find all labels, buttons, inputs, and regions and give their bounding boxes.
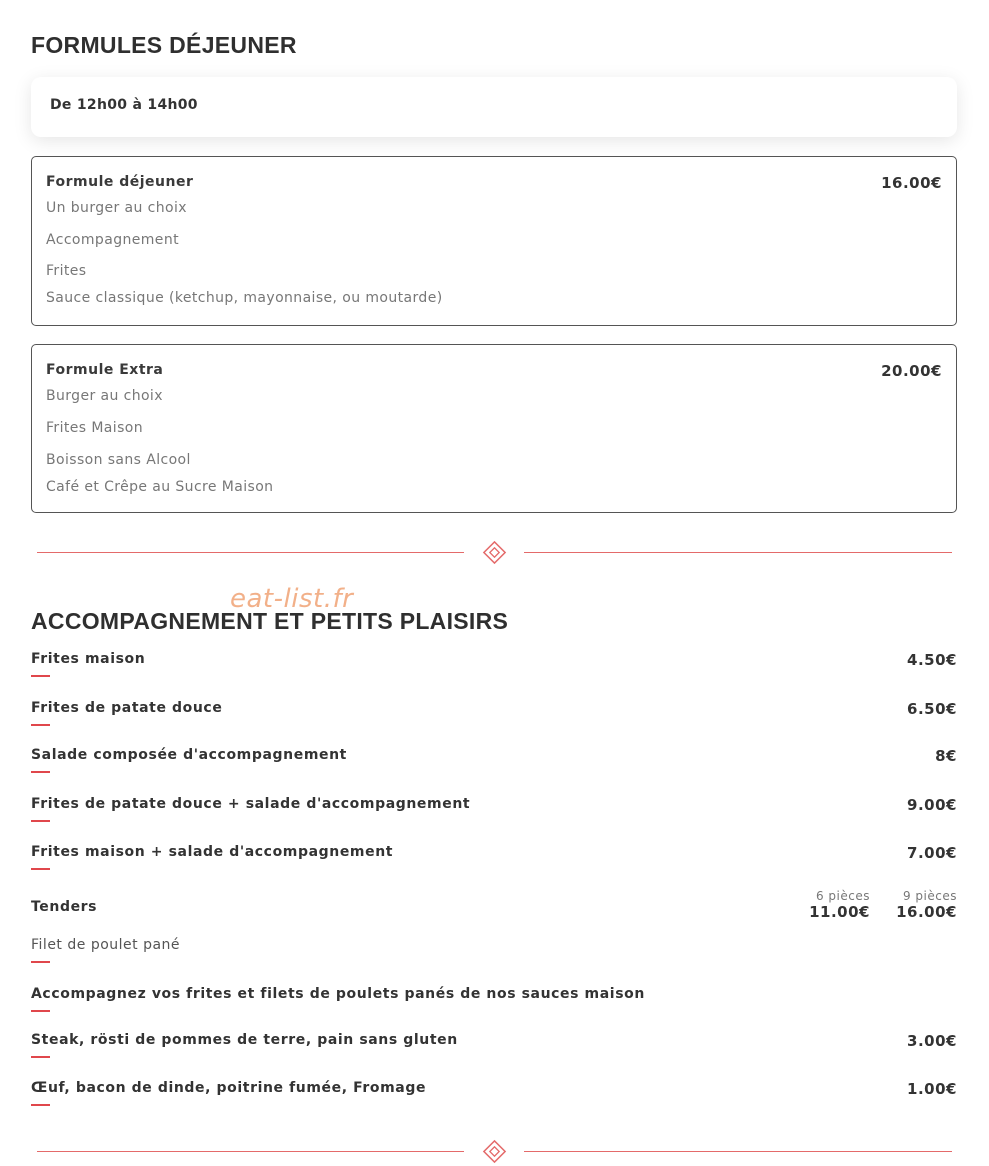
price-option bbox=[878, 889, 957, 921]
sides-section-title: ACCOMPAGNEMENT ET PETITS PLAISIRS bbox=[31, 608, 509, 634]
formula-card-extra bbox=[31, 344, 957, 513]
lunch-hours: De 12h00 à 14h00 bbox=[50, 97, 198, 113]
item-price: 6.50€ bbox=[907, 700, 957, 718]
item-price: 3.00€ bbox=[907, 1032, 957, 1050]
sauces-note: Accompagnez vos frites et filets de poulets panés de nos sauces maison bbox=[31, 986, 645, 1002]
item-price: 7.00€ bbox=[907, 844, 957, 862]
watermark: eat-list.fr bbox=[230, 584, 354, 614]
item-description: Filet de poulet pané bbox=[31, 937, 181, 953]
price-option-label: 6 pièces bbox=[815, 889, 870, 903]
price-option bbox=[791, 889, 870, 921]
item-name: Frites maison bbox=[31, 651, 146, 667]
item-name: Frites de patate douce bbox=[31, 700, 223, 716]
formula-line: Sauce classique (ketchup, mayonnaise, ou moutarde) bbox=[46, 290, 443, 306]
accent-dash bbox=[31, 724, 50, 726]
item-name: Steak, rösti de pommes de terre, pain sans gluten bbox=[31, 1032, 458, 1048]
item-name: Œuf, bacon de dinde, poitrine fumée, Fromage bbox=[31, 1080, 427, 1096]
formula-line: Burger au choix bbox=[46, 388, 163, 404]
formula-name: Formule déjeuner bbox=[46, 174, 194, 190]
formula-line: Frites Maison bbox=[46, 420, 144, 436]
accent-dash bbox=[31, 868, 50, 870]
item-price: 4.50€ bbox=[907, 651, 957, 669]
item-name: Frites maison + salade d'accompagnement bbox=[31, 844, 394, 860]
price-option-label: 9 pièces bbox=[902, 889, 957, 903]
formula-name: Formule Extra bbox=[46, 362, 164, 378]
item-price: 1.00€ bbox=[907, 1080, 957, 1098]
section-divider bbox=[37, 1139, 952, 1165]
accent-dash bbox=[31, 1104, 50, 1106]
accent-dash bbox=[31, 771, 50, 773]
accent-dash bbox=[31, 1056, 50, 1058]
item-name: Salade composée d'accompagnement bbox=[31, 747, 347, 763]
formula-price: 20.00€ bbox=[881, 362, 942, 380]
diamond-ornament-icon bbox=[481, 1139, 508, 1165]
diamond-ornament-icon bbox=[481, 540, 508, 566]
lunch-section-title: FORMULES DÉJEUNER bbox=[31, 32, 297, 58]
price-option-value: 16.00€ bbox=[896, 903, 957, 921]
item-name: Frites de patate douce + salade d'accompagnement bbox=[31, 796, 471, 812]
formula-line: Frites bbox=[46, 263, 87, 279]
section-divider bbox=[37, 540, 952, 566]
item-price: 9.00€ bbox=[907, 796, 957, 814]
accent-dash bbox=[31, 820, 50, 822]
item-price: 8€ bbox=[935, 747, 957, 765]
formula-price: 16.00€ bbox=[881, 174, 942, 192]
formula-line: Un burger au choix bbox=[46, 200, 187, 216]
lunch-hours-card bbox=[31, 77, 957, 137]
accent-dash bbox=[31, 675, 50, 677]
formula-card-lunch bbox=[31, 156, 957, 326]
formula-line: Boisson sans Alcool bbox=[46, 452, 191, 468]
accent-dash bbox=[31, 961, 50, 963]
formula-line: Accompagnement bbox=[46, 232, 179, 248]
formula-line: Café et Crêpe au Sucre Maison bbox=[46, 479, 274, 495]
item-name: Tenders bbox=[31, 899, 98, 915]
accent-dash bbox=[31, 1010, 50, 1012]
price-option-value: 11.00€ bbox=[809, 903, 870, 921]
